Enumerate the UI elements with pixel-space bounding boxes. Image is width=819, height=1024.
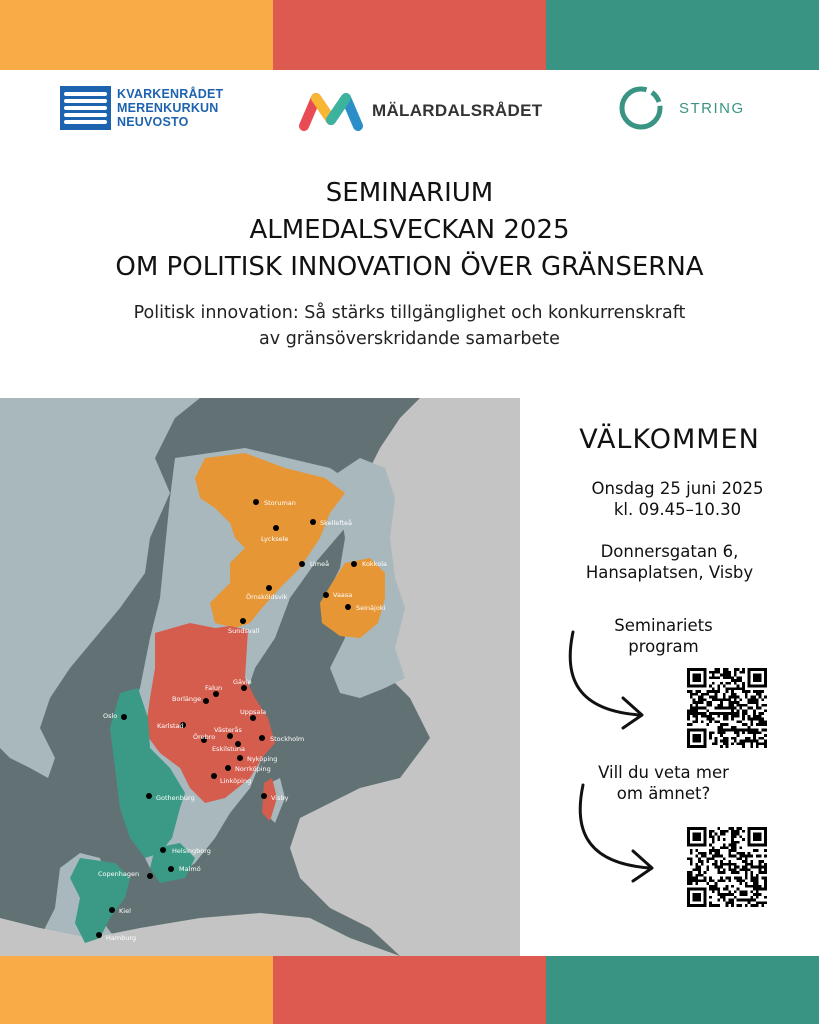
event-address — [520, 541, 819, 583]
city-label-skelleftea: Skellefteå — [320, 519, 352, 527]
city-dot-lycksele — [273, 525, 279, 531]
string-name: STRING — [679, 99, 745, 117]
title-line-2: ALMEDALSVECKAN 2025 — [249, 215, 570, 245]
city-label-gavle: Gävle — [233, 678, 252, 686]
time-line: kl. 09.45–10.30 — [613, 500, 742, 519]
band-segment-red — [273, 956, 546, 1024]
city-dot-storuman — [253, 499, 259, 505]
curved-arrow-icon — [565, 630, 655, 730]
welcome-heading: VÄLKOMMEN — [579, 424, 760, 455]
city-label-oslo: Oslo — [103, 712, 118, 720]
more-info-line-2: om ämnet? — [616, 784, 711, 803]
seminar-title — [0, 175, 819, 286]
city-dot-malmo — [168, 866, 174, 872]
city-label-kiel: Kiel — [119, 907, 131, 915]
city-dot-nykoping — [237, 755, 243, 761]
city-label-storuman: Storuman — [264, 499, 296, 507]
city-label-sundsvall: Sundsvall — [228, 627, 260, 635]
city-dot-gothenburg — [146, 793, 152, 799]
city-dot-helsingborg — [160, 847, 166, 853]
band-segment-teal — [546, 0, 819, 70]
info-panel — [520, 398, 819, 956]
city-dot-oslo — [121, 714, 127, 720]
city-dot-copenhagen — [147, 873, 153, 879]
city-label-lycksele: Lycksele — [261, 535, 289, 543]
kvarkenradet-name: KVARKENRÅDET MERENKURKUN NEUVOSTO — [117, 87, 224, 129]
city-dot-kiel — [109, 907, 115, 913]
city-dot-kokkola — [351, 561, 357, 567]
region-map-svg — [0, 398, 520, 956]
band-segment-orange — [0, 956, 273, 1024]
city-dot-borlange — [203, 698, 209, 704]
city-label-vasteras: Västerås — [214, 726, 242, 734]
program-label-line-1: Seminariets — [614, 616, 713, 635]
city-label-norrkoping: Norrköping — [235, 765, 271, 773]
malardalsradet-logo — [298, 90, 542, 132]
title-line-3: OM POLITISK INNOVATION ÖVER GRÄNSERNA — [115, 252, 704, 282]
city-label-malmo: Malmö — [179, 865, 201, 873]
more-info-qr-code[interactable] — [687, 827, 767, 907]
city-dot-vaasa — [323, 592, 329, 598]
city-dot-umea — [299, 561, 305, 567]
city-dot-visby — [261, 793, 267, 799]
city-label-borlange: Borlänge — [172, 695, 202, 703]
city-label-helsingborg: Helsingborg — [172, 847, 211, 855]
address-line-1: Donnersgatan 6, — [600, 542, 739, 561]
title-line-1: SEMINARIUM — [325, 178, 494, 208]
waves-icon — [60, 86, 111, 130]
city-label-seinajoki: Seinäjoki — [356, 604, 386, 612]
program-qr-code[interactable] — [687, 668, 767, 748]
date-line: Onsdag 25 juni 2025 — [591, 479, 764, 498]
city-label-copenhagen: Copenhagen — [98, 870, 140, 878]
more-info-line-1: Vill du veta mer — [598, 763, 729, 782]
city-dot-hamburg — [96, 932, 102, 938]
kvarkenradet-logo — [60, 86, 223, 130]
top-color-band — [0, 0, 819, 70]
program-label-line-2: program — [628, 637, 699, 656]
region-map — [0, 398, 520, 956]
city-label-uppsala: Uppsala — [240, 708, 267, 716]
subtitle-line-2: av gränsöverskridande samarbete — [259, 329, 560, 349]
program-label — [514, 615, 813, 657]
band-segment-red — [273, 0, 546, 70]
m-mountain-icon — [298, 90, 364, 132]
city-label-falun: Falun — [205, 684, 223, 692]
curved-arrow-icon — [575, 783, 665, 883]
city-label-orebro: Örebro — [193, 733, 216, 741]
circle-brush-icon — [617, 80, 673, 136]
malardalsradet-name: MÄLARDALSRÅDET — [372, 101, 543, 120]
city-dot-stockholm — [259, 735, 265, 741]
city-label-gothenburg: Gothenburg — [156, 794, 195, 802]
band-segment-teal — [546, 956, 819, 1024]
city-label-hamburg: Hamburg — [106, 934, 137, 942]
partner-logos — [0, 70, 819, 170]
city-dot-linkoping — [211, 773, 217, 779]
event-date — [528, 478, 819, 520]
city-dot-seinajoki — [345, 604, 351, 610]
bottom-color-band — [0, 956, 819, 1024]
city-label-umea: Umeå — [310, 560, 330, 568]
city-label-ornskoldsvik: Örnsköldsvik — [246, 593, 288, 601]
city-label-karlstad: Karlstad — [157, 722, 184, 730]
string-logo — [617, 80, 745, 136]
city-label-kokkola: Kokkola — [362, 560, 387, 568]
city-label-vaasa: Vaasa — [333, 591, 353, 599]
city-label-stockholm: Stockholm — [270, 735, 305, 743]
city-label-eskilstuna: Eskilstuna — [212, 745, 246, 753]
city-label-nykoping: Nyköping — [247, 755, 278, 763]
city-dot-sundsvall — [240, 618, 246, 624]
seminar-subtitle — [0, 300, 819, 352]
city-dot-ornskoldsvik — [266, 585, 272, 591]
city-label-linkoping: Linköping — [220, 777, 252, 785]
city-dot-norrkoping — [225, 765, 231, 771]
city-dot-skelleftea — [310, 519, 316, 525]
band-segment-orange — [0, 0, 273, 70]
address-line-2: Hansaplatsen, Visby — [585, 563, 754, 582]
city-label-visby: Visby — [271, 794, 289, 802]
subtitle-line-1: Politisk innovation: Så stärks tillgänglighet och konkurrenskraft — [133, 303, 686, 323]
